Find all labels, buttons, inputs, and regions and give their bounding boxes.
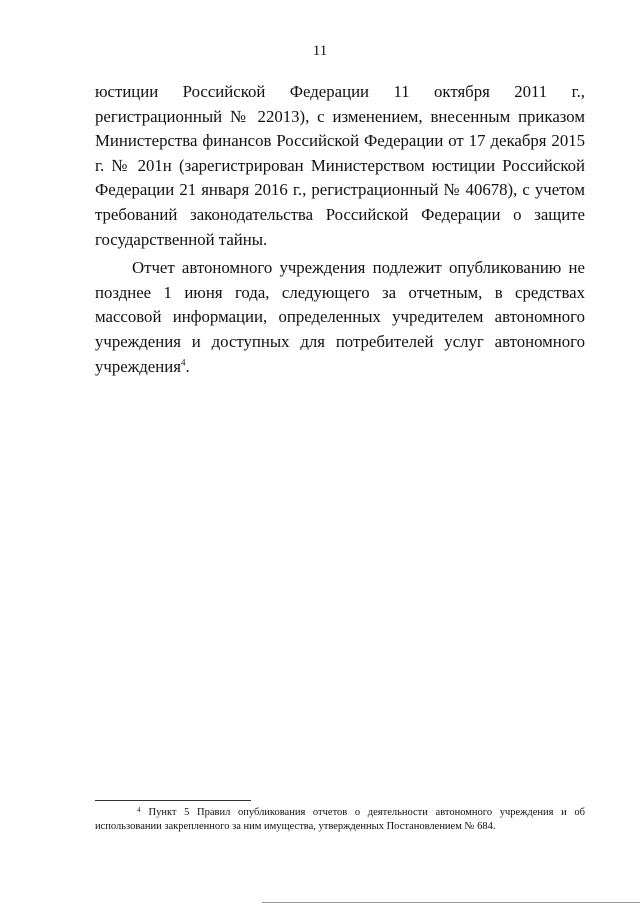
footnote-text: Пункт 5 Правил опубликования отчетов о деятельности автономного учреждения и об использовании закрепленного за ним имущества, утвержденных Постановлением № 684. bbox=[95, 807, 585, 832]
scan-edge-line bbox=[262, 902, 640, 903]
footnote-marker: 4 bbox=[137, 806, 141, 814]
body-text bbox=[95, 80, 585, 379]
paragraph-1: юстиции Российской Федерации 11 октября 2011 г., регистрационный № 22013), с изменением, внесенным приказом Министерства финансов Российской Федерации от 17 декабря 2015 г. № 201н (зарегистрирован Министерством юстиции Российской Федерации 21 января 2016 г., регистрационный № 40678), с учетом требований законодательства Российской Федерации о защите государственной тайны. bbox=[95, 82, 585, 249]
page-number: 11 bbox=[312, 43, 328, 59]
footnote-separator bbox=[95, 800, 251, 801]
footnote bbox=[95, 806, 585, 834]
paragraph-2-text: Отчет автономного учреждения подлежит опубликованию не позднее 1 июня года, следующего за отчетным, в средствах массовой информации, определенных учредителем автономного учреждения и доступных для потребителей услуг автономного учреждения bbox=[95, 258, 585, 376]
footnote-reference[interactable]: 4 bbox=[180, 356, 186, 367]
paragraph-2: Отчет автономного учреждения подлежит опубликованию не позднее 1 июня года, следующего за отчетным, в средствах массовой информации, определенных учредителем автономного учреждения и доступных для потребителей услуг автономного учреждения$^4$. bbox=[95, 258, 585, 376]
